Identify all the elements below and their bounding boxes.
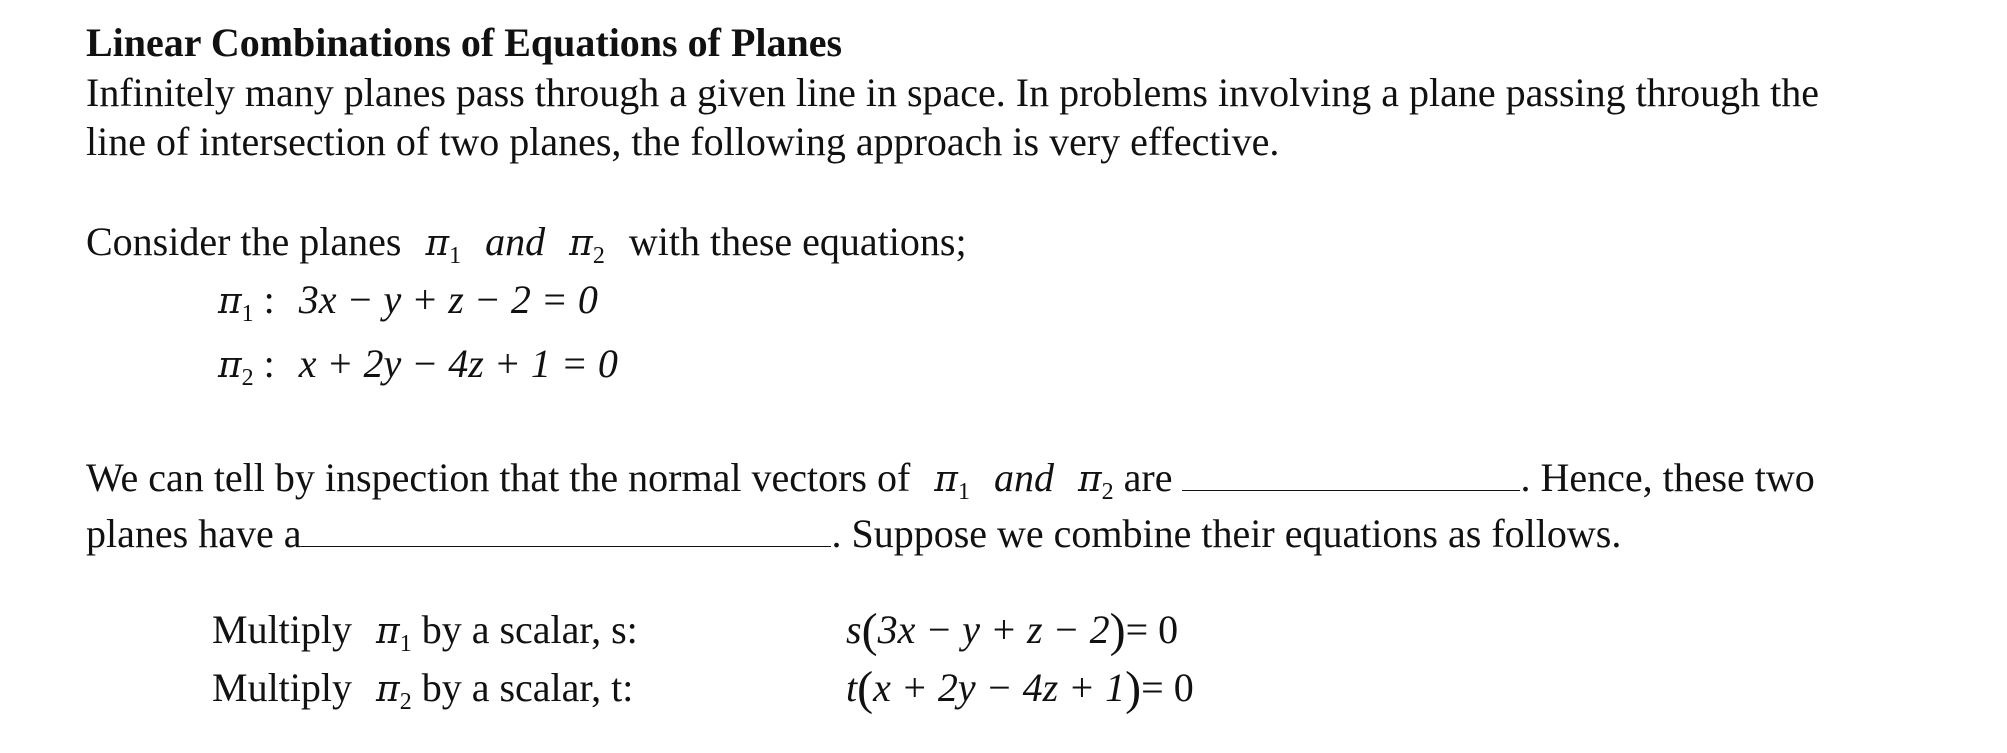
inspection-line-1: [86, 454, 1966, 510]
pi-symbol: π: [569, 223, 593, 264]
plane-equation-2: $\pi_2$ : x + 2y − 4z + 1 = 0: [218, 341, 618, 391]
consider-sentence: [86, 218, 967, 269]
scaled-equation-1-rhs: = 0: [1125, 607, 1179, 652]
subscript-1: 1: [241, 301, 254, 327]
subscript-2: 2: [1101, 479, 1114, 505]
subscript-1: 1: [449, 243, 462, 269]
pi-symbol: π: [425, 223, 450, 264]
plane-equation-1: $\pi_1$ : 3x − y + z − 2 = 0: [218, 277, 598, 327]
multiply-row-2-suffix: by a scalar, t:: [421, 665, 634, 710]
scaled-equation-1: s(3x − y + z − 2)= 0: [846, 604, 1179, 657]
document-page: [86, 18, 1966, 715]
subscript-1: 1: [957, 479, 970, 505]
and-word: and: [485, 219, 546, 264]
inspection-line2-prefix: planes have a: [86, 511, 302, 556]
scaled-equation-2-inner: x + 2y − 4z + 1: [873, 665, 1126, 710]
pi-symbol: π: [218, 281, 242, 322]
scaled-equation-2: t(x + 2y − 4z + 1)= 0: [846, 662, 1194, 715]
fill-in-blank-normal-vectors[interactable]: [1182, 460, 1520, 491]
multiply-row-2-label: [212, 664, 634, 715]
pi-symbol: π: [934, 459, 958, 500]
inspection-prefix: We can tell by inspection that the normal vectors of: [86, 455, 911, 500]
consider-suffix: with these equations;: [628, 219, 967, 264]
equation-2-text: x + 2y − 4z + 1 = 0: [298, 341, 618, 386]
pi-symbol: π: [376, 669, 400, 710]
inspection-suppose: . Suppose we combine their equations as follows.: [831, 511, 1622, 556]
pi-symbol: π: [218, 345, 242, 386]
inspection-line-2: [86, 510, 1966, 566]
scalar-s: s: [846, 607, 862, 652]
multiply-word: Multiply: [212, 665, 353, 710]
subscript-1: 1: [399, 631, 412, 657]
subscript-2: 2: [399, 689, 412, 715]
multiply-word: Multiply: [212, 607, 353, 652]
scaled-equation-2-rhs: = 0: [1141, 665, 1194, 710]
pi-symbol: π: [1077, 459, 1102, 500]
pi-symbol: π: [376, 611, 400, 652]
multiply-row-1-label: [212, 606, 638, 657]
fill-in-blank-intersection[interactable]: [301, 516, 831, 547]
equation-1-text: 3x − y + z − 2 = 0: [298, 277, 598, 322]
and-word: and: [993, 455, 1054, 500]
consider-prefix: Consider the planes: [86, 219, 402, 264]
multiply-row-1-suffix: by a scalar, s:: [421, 607, 638, 652]
section-title: Linear Combinations of Equations of Planes: [86, 20, 843, 65]
subscript-2: 2: [241, 365, 254, 391]
subscript-2: 2: [592, 243, 605, 269]
inspection-paragraph: [86, 454, 1966, 566]
are-word: are: [1123, 455, 1173, 500]
scalar-t: t: [846, 665, 858, 710]
inspection-hence: . Hence, these two: [1520, 455, 1815, 500]
scaled-equation-1-inner: 3x − y + z − 2: [877, 607, 1110, 652]
intro-line-1: Infinitely many planes pass through a given line in space. In problems involving a plane passing through the: [86, 70, 1819, 115]
intro-line-2: line of intersection of two planes, the following approach is very effective.: [86, 119, 1280, 164]
intro-paragraph: [86, 68, 1966, 166]
